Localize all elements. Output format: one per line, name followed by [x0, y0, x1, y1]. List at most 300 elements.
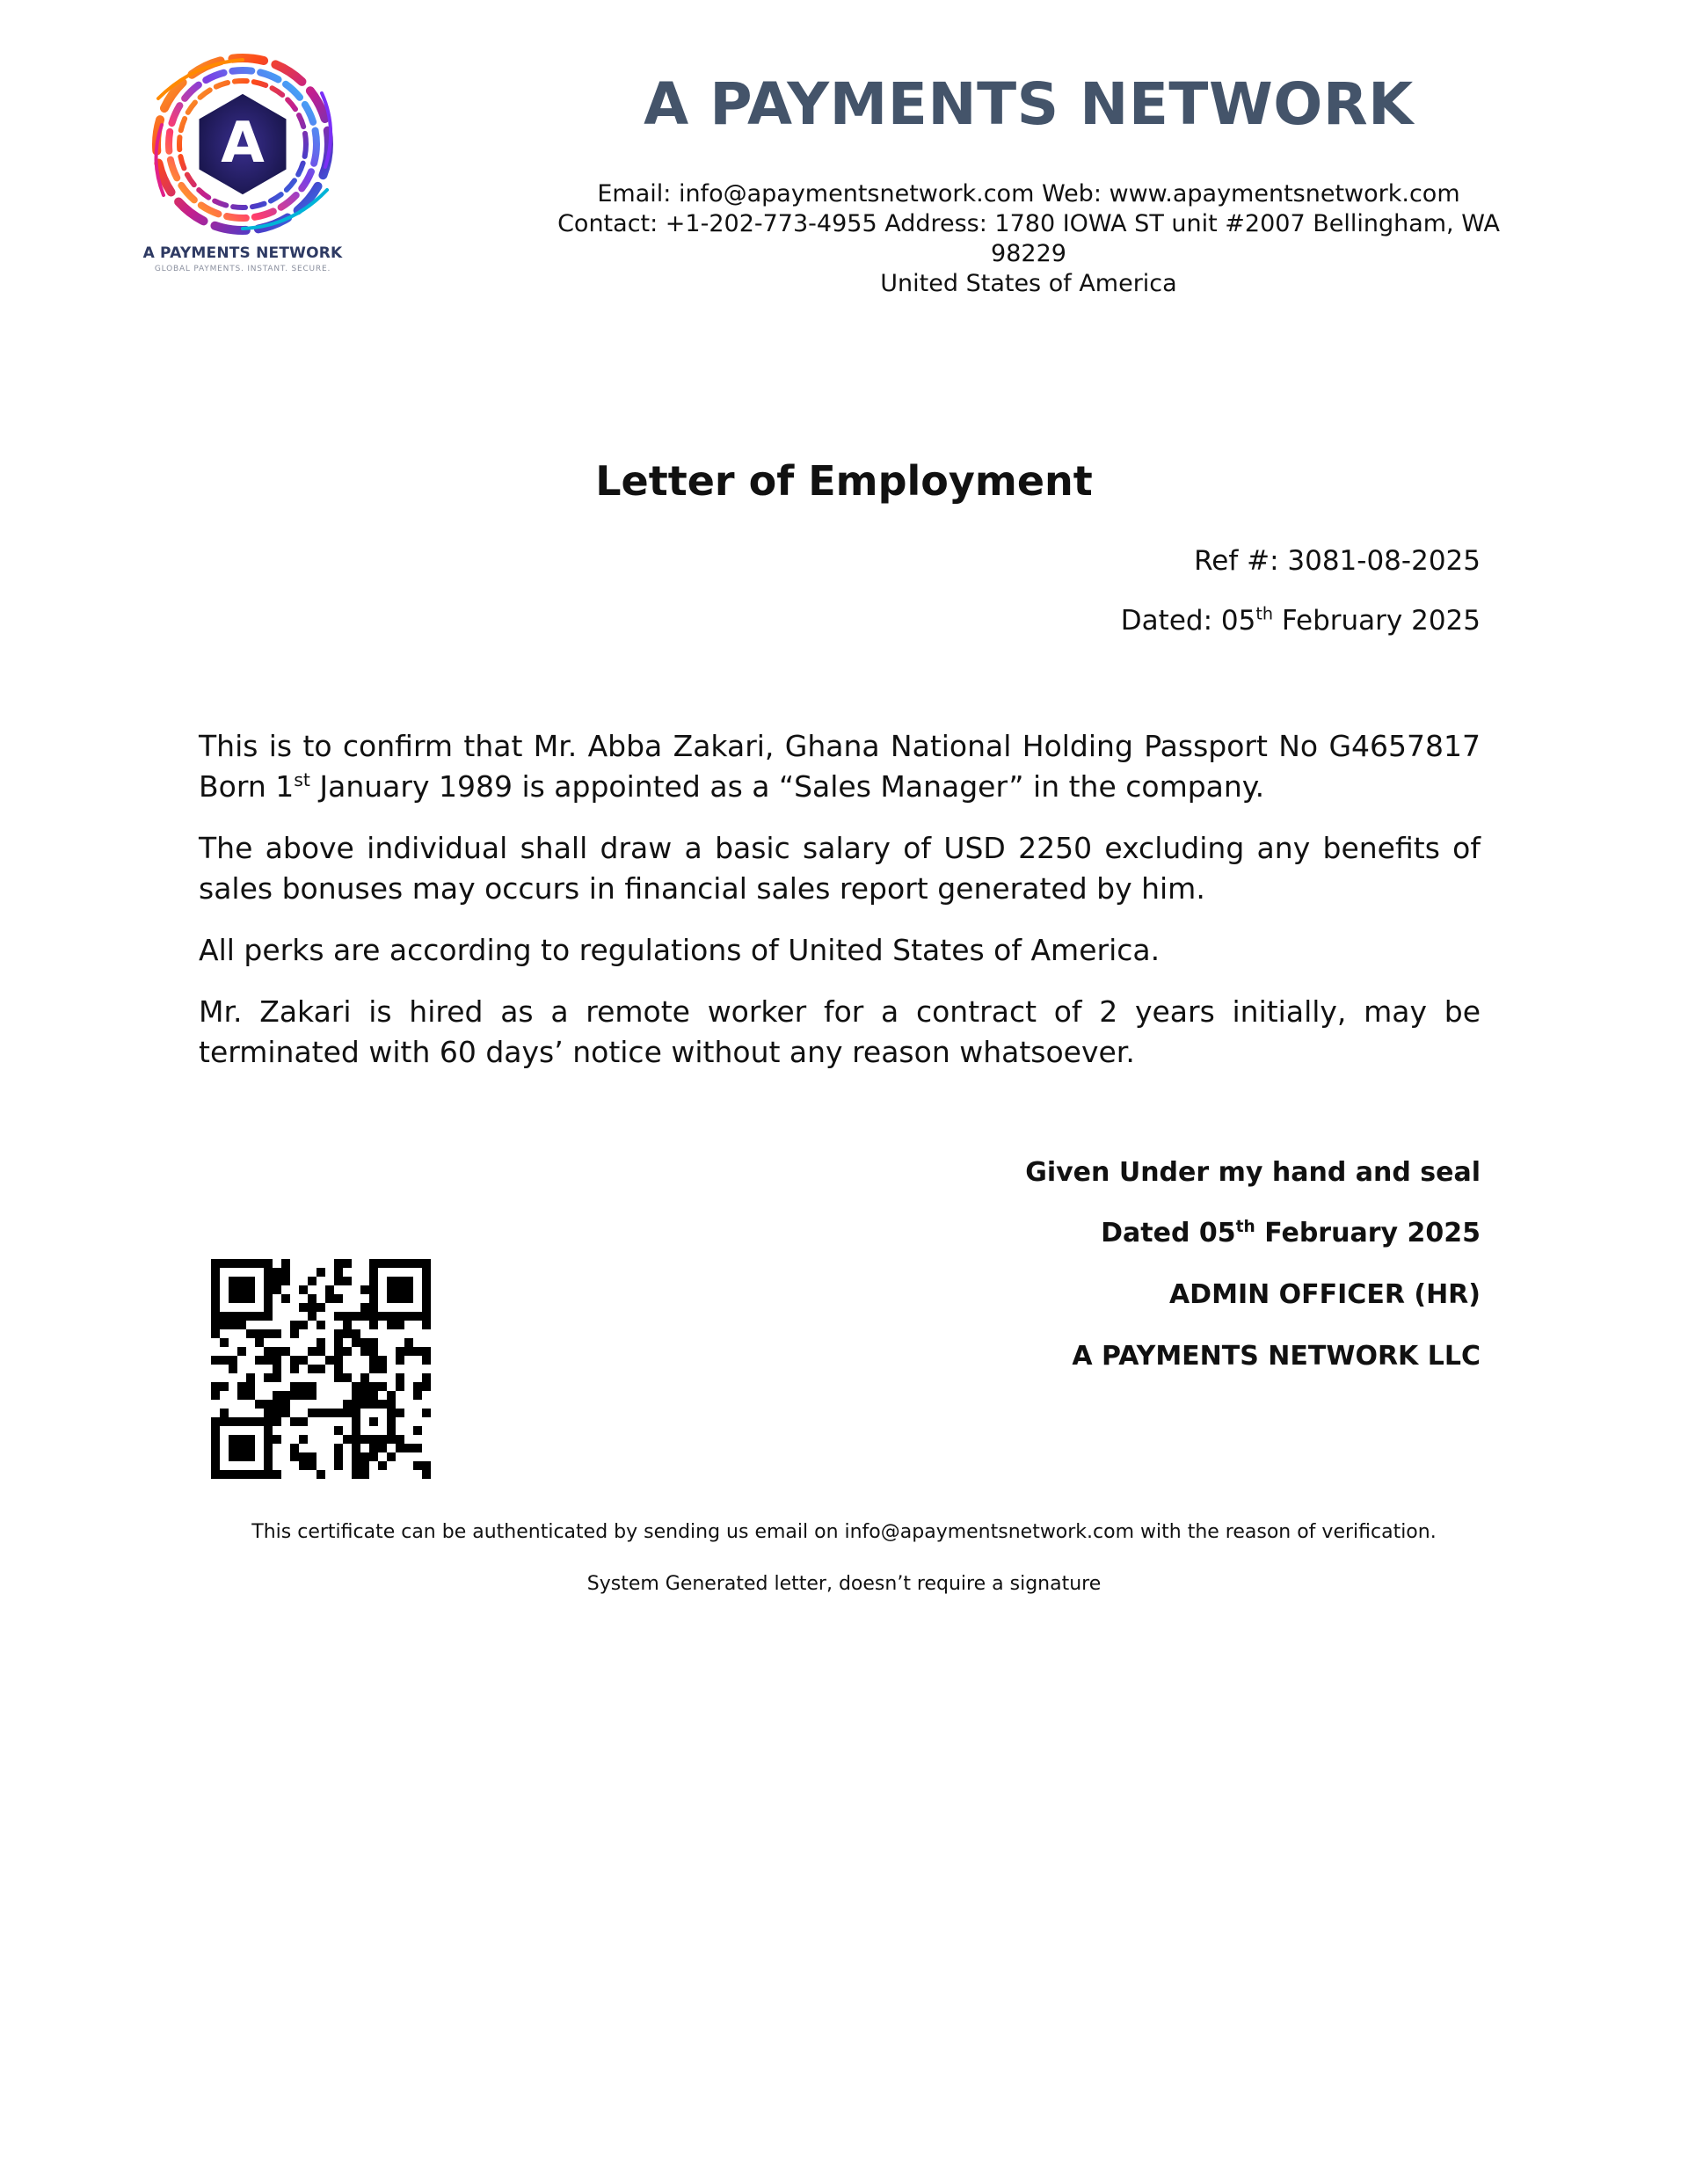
qr-module [378, 1382, 387, 1391]
qr-module [387, 1285, 396, 1294]
qr-module [299, 1321, 308, 1329]
qr-module [334, 1444, 343, 1452]
qr-module [360, 1373, 369, 1382]
qr-module [352, 1452, 360, 1461]
logo-name: A PAYMENTS NETWORK [142, 244, 343, 262]
qr-module [334, 1356, 343, 1365]
qr-module [369, 1312, 378, 1321]
qr-module [352, 1329, 360, 1338]
qr-module [229, 1259, 237, 1268]
qr-module [281, 1391, 290, 1400]
qr-module [360, 1461, 369, 1470]
qr-module [264, 1409, 273, 1417]
qr-module [325, 1356, 334, 1365]
qr-module [237, 1417, 246, 1426]
qr-module [352, 1470, 360, 1479]
qr-module [369, 1382, 378, 1391]
qr-module [264, 1444, 273, 1452]
qr-module [360, 1338, 369, 1347]
qr-module [273, 1409, 281, 1417]
qr-module [316, 1338, 325, 1347]
qr-module [264, 1400, 273, 1409]
qr-module [264, 1347, 273, 1356]
qr-module [378, 1312, 387, 1321]
qr-module [255, 1417, 264, 1426]
qr-module [369, 1277, 378, 1285]
qr-module [273, 1347, 281, 1356]
qr-module [220, 1259, 229, 1268]
qr-module [334, 1461, 343, 1470]
qr-module [211, 1444, 220, 1452]
letter-date [1121, 605, 1481, 637]
footer-system-generated-note: System Generated letter, doesn’t require a signature [586, 1573, 1102, 1595]
qr-module [316, 1321, 325, 1329]
qr-module [290, 1452, 299, 1461]
qr-module [404, 1312, 413, 1321]
qr-module [264, 1435, 273, 1444]
qr-module [343, 1435, 352, 1444]
qr-module [211, 1417, 220, 1426]
qr-module [246, 1417, 255, 1426]
paragraph-confirmation-sup: st [294, 769, 310, 790]
qr-module [264, 1329, 273, 1338]
qr-module [334, 1365, 343, 1373]
qr-module [237, 1321, 246, 1329]
qr-module [396, 1444, 404, 1452]
qr-module [369, 1259, 378, 1268]
qr-module [273, 1277, 281, 1285]
qr-module [229, 1321, 237, 1329]
qr-module [281, 1294, 290, 1303]
qr-module [369, 1400, 378, 1409]
qr-module [237, 1259, 246, 1268]
logo-emblem [132, 46, 353, 239]
qr-module [325, 1294, 334, 1303]
qr-module [246, 1391, 255, 1400]
qr-module [246, 1294, 255, 1303]
qr-module [378, 1365, 387, 1373]
qr-module [211, 1452, 220, 1461]
qr-module [273, 1373, 281, 1382]
qr-module [352, 1435, 360, 1444]
qr-module [387, 1400, 396, 1409]
qr-module [369, 1444, 378, 1452]
qr-module [316, 1268, 325, 1277]
qr-module [422, 1409, 431, 1417]
qr-module [246, 1452, 255, 1461]
qr-module [422, 1303, 431, 1312]
qr-module [404, 1444, 413, 1452]
qr-module [273, 1268, 281, 1277]
qr-module [343, 1321, 352, 1329]
qr-module [255, 1470, 264, 1479]
qr-module [229, 1312, 237, 1321]
qr-module [255, 1259, 264, 1268]
qr-module [211, 1294, 220, 1303]
qr-module [273, 1356, 281, 1365]
qr-module [334, 1329, 343, 1338]
qr-module [299, 1452, 308, 1461]
paragraph-perks: All perks are according to regulations of United States of America. [199, 933, 1160, 967]
contact-line-email-web: Email: info@apaymentsnetwork.com Web: www.apaymentsnetwork.com [597, 180, 1460, 207]
letter-date-prefix: Dated: 05 [1120, 605, 1256, 637]
qr-module [360, 1303, 369, 1312]
qr-module [229, 1470, 237, 1479]
qr-module [211, 1435, 220, 1444]
qr-module [378, 1400, 387, 1409]
qr-module [360, 1452, 369, 1461]
qr-module [352, 1382, 360, 1391]
qr-module [273, 1435, 281, 1444]
contact-line-country: United States of America [880, 270, 1177, 297]
qr-module [360, 1400, 369, 1409]
qr-module [308, 1452, 316, 1461]
letter-title: Letter of Employment [595, 457, 1093, 505]
qr-module [325, 1409, 334, 1417]
qr-module [255, 1356, 264, 1365]
qr-module [290, 1391, 299, 1400]
qr-module [264, 1461, 273, 1470]
qr-module [299, 1435, 308, 1444]
qr-module [237, 1312, 246, 1321]
qr-module [360, 1312, 369, 1321]
qr-module [246, 1382, 255, 1391]
qr-module [246, 1259, 255, 1268]
company-logo [132, 46, 353, 283]
qr-module [422, 1461, 431, 1470]
qr-module [369, 1452, 378, 1461]
qr-module [299, 1461, 308, 1470]
qr-module [422, 1470, 431, 1479]
qr-module [308, 1347, 316, 1356]
qr-module [229, 1444, 237, 1452]
qr-module [237, 1391, 246, 1400]
qr-module [378, 1259, 387, 1268]
qr-module [396, 1373, 404, 1382]
qr-module [352, 1461, 360, 1470]
qr-module [273, 1400, 281, 1409]
qr-module [246, 1444, 255, 1452]
footer-authentication-note: This certificate can be authenticated by sending us email on info@apaymentsnetwork.com with the reason of verification. [251, 1521, 1437, 1543]
qr-module [387, 1312, 396, 1321]
qr-module [334, 1373, 343, 1382]
qr-module [299, 1356, 308, 1365]
qr-module [343, 1329, 352, 1338]
qr-module [387, 1417, 396, 1426]
qr-module [396, 1409, 404, 1417]
qr-module [308, 1409, 316, 1417]
qr-module [211, 1303, 220, 1312]
qr-module [334, 1277, 343, 1285]
qr-module [404, 1259, 413, 1268]
qr-module [229, 1435, 237, 1444]
qr-module [360, 1470, 369, 1479]
qr-module [334, 1338, 343, 1347]
qr-module [352, 1417, 360, 1426]
qr-module [404, 1277, 413, 1285]
qr-module [237, 1347, 246, 1356]
qr-module [281, 1268, 290, 1277]
qr-module [246, 1329, 255, 1338]
qr-module [237, 1277, 246, 1285]
letter-date-sup: th [1255, 603, 1274, 624]
qr-module [220, 1470, 229, 1479]
qr-module [220, 1321, 229, 1329]
qr-module [246, 1277, 255, 1285]
qr-module [334, 1259, 343, 1268]
qr-module [220, 1338, 229, 1347]
qr-module [246, 1373, 255, 1382]
qr-module [220, 1409, 229, 1417]
qr-module [229, 1356, 237, 1365]
qr-module [343, 1347, 352, 1356]
qr-module [334, 1426, 343, 1435]
qr-module [229, 1452, 237, 1461]
qr-module [264, 1470, 273, 1479]
qr-module [360, 1347, 369, 1356]
qr-module [369, 1338, 378, 1347]
qr-module [220, 1356, 229, 1365]
qr-module [229, 1294, 237, 1303]
logo-tagline: GLOBAL PAYMENTS. INSTANT. SECURE. [154, 265, 331, 273]
qr-module [220, 1312, 229, 1321]
qr-module [229, 1365, 237, 1373]
qr-module [369, 1417, 378, 1426]
qr-module [237, 1435, 246, 1444]
qr-module [308, 1365, 316, 1373]
qr-module [290, 1417, 299, 1426]
qr-module [211, 1461, 220, 1470]
qr-module [264, 1277, 273, 1285]
qr-module [237, 1285, 246, 1294]
qr-module [211, 1391, 220, 1400]
paragraph-contract: Mr. Zakari is hired as a remote worker for a contract of 2 years initially, may be terminated with 60 days’ notice without any reason whatsoever. [199, 994, 1481, 1069]
qr-module [334, 1347, 343, 1356]
qr-module [413, 1259, 422, 1268]
qr-module [378, 1435, 387, 1444]
qr-module [334, 1294, 343, 1303]
qr-module [343, 1312, 352, 1321]
qr-module [404, 1347, 413, 1356]
qr-code [211, 1259, 431, 1479]
qr-module [387, 1426, 396, 1435]
qr-module [299, 1391, 308, 1400]
qr-module [299, 1382, 308, 1391]
qr-module [387, 1452, 396, 1461]
qr-module [352, 1391, 360, 1400]
qr-module [422, 1285, 431, 1294]
qr-module [387, 1409, 396, 1417]
qr-module [413, 1426, 422, 1435]
qr-module [273, 1417, 281, 1426]
qr-module [246, 1312, 255, 1321]
qr-module [264, 1259, 273, 1268]
qr-module [422, 1373, 431, 1382]
qr-module [264, 1303, 273, 1312]
qr-module [334, 1409, 343, 1417]
qr-module [237, 1294, 246, 1303]
qr-module [237, 1444, 246, 1452]
qr-module [211, 1277, 220, 1285]
qr-module [413, 1391, 422, 1400]
qr-module [422, 1347, 431, 1356]
qr-module [290, 1444, 299, 1452]
qr-module [229, 1417, 237, 1426]
qr-module [396, 1382, 404, 1391]
qr-module [369, 1365, 378, 1373]
qr-module [378, 1356, 387, 1365]
qr-module [264, 1417, 273, 1426]
logo-letter: A [221, 111, 265, 176]
qr-module [255, 1329, 264, 1338]
qr-module [308, 1382, 316, 1391]
qr-module [264, 1285, 273, 1294]
qr-module [211, 1268, 220, 1277]
qr-module [290, 1365, 299, 1373]
qr-module [422, 1277, 431, 1285]
qr-module [369, 1285, 378, 1294]
qr-module [220, 1382, 229, 1391]
qr-module [211, 1470, 220, 1479]
qr-module [396, 1312, 404, 1321]
qr-module [281, 1259, 290, 1268]
qr-module [281, 1277, 290, 1285]
qr-module [211, 1426, 220, 1435]
qr-module [290, 1321, 299, 1329]
qr-module [343, 1277, 352, 1285]
qr-module [299, 1303, 308, 1312]
qr-module [246, 1435, 255, 1444]
qr-module [413, 1347, 422, 1356]
qr-module [404, 1338, 413, 1347]
qr-module [369, 1303, 378, 1312]
signature-date-prefix: Dated 05 [1101, 1218, 1236, 1249]
qr-module [308, 1312, 316, 1321]
qr-module [352, 1426, 360, 1435]
qr-module [369, 1435, 378, 1444]
qr-module [281, 1347, 290, 1356]
qr-module [396, 1347, 404, 1356]
qr-module [255, 1338, 264, 1347]
reference-number: Ref #: 3081-08-2025 [1194, 545, 1481, 577]
qr-module [316, 1409, 325, 1417]
qr-module [360, 1391, 369, 1400]
qr-module [422, 1294, 431, 1303]
qr-module [264, 1452, 273, 1461]
paragraph-confirmation [199, 726, 1481, 807]
qr-module [369, 1391, 378, 1400]
qr-module [264, 1373, 273, 1382]
paragraph-salary: The above individual shall draw a basic salary of USD 2250 excluding any benefits of sales bonuses may occurs in financial sales report generated by him. [199, 831, 1481, 906]
signature-date-sup: th [1235, 1218, 1255, 1236]
qr-module [255, 1400, 264, 1409]
qr-module [422, 1382, 431, 1391]
qr-module [237, 1470, 246, 1479]
signature-date [1101, 1218, 1481, 1249]
qr-module [369, 1268, 378, 1277]
qr-module [352, 1312, 360, 1321]
qr-module [396, 1294, 404, 1303]
qr-module [273, 1329, 281, 1338]
qr-module [396, 1285, 404, 1294]
qr-module [308, 1461, 316, 1470]
qr-module [220, 1417, 229, 1426]
qr-module [378, 1444, 387, 1452]
qr-module [413, 1312, 422, 1321]
qr-module [422, 1321, 431, 1329]
qr-module [290, 1382, 299, 1391]
qr-module [387, 1294, 396, 1303]
qr-module [229, 1285, 237, 1294]
qr-module [334, 1312, 343, 1321]
qr-module [308, 1294, 316, 1303]
qr-module [378, 1461, 387, 1470]
qr-module [281, 1409, 290, 1417]
qr-module [211, 1259, 220, 1268]
qr-module [308, 1391, 316, 1400]
qr-module [316, 1365, 325, 1373]
qr-module [264, 1294, 273, 1303]
qr-module [422, 1268, 431, 1277]
qr-module [387, 1435, 396, 1444]
qr-module [211, 1356, 220, 1365]
qr-module [273, 1391, 281, 1400]
qr-module [290, 1329, 299, 1338]
qr-module [396, 1356, 404, 1365]
qr-module [422, 1312, 431, 1321]
qr-module [343, 1373, 352, 1382]
qr-module [264, 1426, 273, 1435]
qr-module [273, 1285, 281, 1294]
qr-module [281, 1400, 290, 1409]
qr-code-graphic [211, 1259, 431, 1479]
qr-module [308, 1277, 316, 1285]
qr-module [422, 1356, 431, 1365]
qr-module [308, 1303, 316, 1312]
paragraph-confirmation-a: This is to confirm that Mr. Abba Zakari, Ghana National Holding Passport No G4657817 Born 1 [199, 729, 1481, 804]
qr-module [211, 1321, 220, 1329]
letter-body [199, 726, 1481, 1094]
qr-module [404, 1294, 413, 1303]
qr-module [264, 1356, 273, 1365]
qr-module [369, 1356, 378, 1365]
qr-module [422, 1259, 431, 1268]
qr-module [237, 1382, 246, 1391]
qr-module [237, 1452, 246, 1461]
qr-module [396, 1321, 404, 1329]
qr-module [343, 1409, 352, 1417]
qr-module [211, 1329, 220, 1338]
signature-company: A PAYMENTS NETWORK LLC [1072, 1341, 1481, 1372]
qr-module [343, 1400, 352, 1409]
qr-module [264, 1268, 273, 1277]
qr-module [396, 1259, 404, 1268]
qr-module [246, 1285, 255, 1294]
qr-module [413, 1444, 422, 1452]
qr-module [290, 1356, 299, 1365]
qr-module [360, 1435, 369, 1444]
qr-module [316, 1303, 325, 1312]
qr-module [334, 1268, 343, 1277]
qr-module [369, 1294, 378, 1303]
qr-module [352, 1444, 360, 1452]
qr-module [211, 1285, 220, 1294]
qr-module [211, 1312, 220, 1321]
qr-module [352, 1400, 360, 1409]
contact-line-phone-address: Contact: +1-202-773-4955 Address: 1780 IOWA ST unit #2007 Bellingham, WA 98229 [557, 210, 1500, 267]
qr-module [299, 1285, 308, 1294]
qr-module [404, 1285, 413, 1294]
